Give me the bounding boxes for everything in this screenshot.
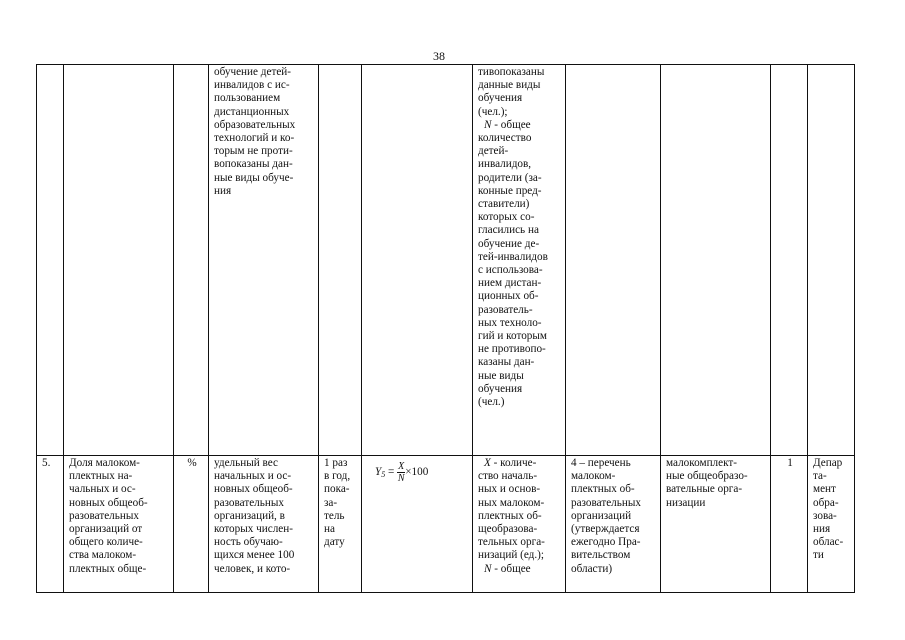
cell-indicator-name (64, 65, 174, 456)
text-line: вательные орга- (666, 483, 743, 496)
formula-numerator: X (398, 461, 405, 472)
cell-indicator-name (64, 456, 174, 593)
text-line: Доля малоком- (69, 457, 140, 469)
text-line: ные виды обуче- (214, 171, 294, 184)
text-line: ти (813, 549, 824, 562)
text-line: удельный вес (214, 457, 278, 469)
text-line: щихся менее 100 (214, 549, 295, 562)
text-line: плектных об- (571, 483, 635, 496)
row-number: 5. (42, 457, 51, 469)
text-line: щеобразова- (478, 523, 538, 536)
text-line: плектных обще- (69, 562, 147, 575)
text-line: инвалидов, (478, 158, 532, 171)
cell-object (661, 456, 771, 593)
text-line: общего количе- (69, 536, 143, 549)
text-line: плектных об- (478, 509, 542, 522)
text-line: начальных и ос- (214, 470, 292, 483)
cell-number-col (771, 456, 808, 593)
text-line: ность обучаю- (214, 536, 283, 549)
text-line: технологий и ко- (214, 132, 295, 145)
text-line: области) (571, 562, 613, 575)
text-line: ния (214, 184, 232, 197)
text-line: обучения (478, 382, 523, 395)
text-line: зова- (813, 509, 837, 522)
cell-responsible (808, 65, 855, 456)
text-line: торым не проти- (214, 145, 293, 158)
unit-label: % (187, 457, 197, 469)
text-line: образовательных (214, 118, 296, 131)
text-line: разовательных (571, 496, 641, 509)
cell-responsible (808, 456, 855, 593)
formula-equals: = (388, 466, 395, 479)
text-line: малоком- (571, 470, 616, 483)
text-line: 4 – перечень (571, 457, 631, 469)
text-line: человек, и кото- (214, 562, 291, 575)
text-line: родители (за- (478, 171, 542, 184)
text-line: обучение детей- (214, 66, 292, 78)
text-line: облас- (813, 536, 844, 549)
text-line: 1 раз (324, 457, 348, 469)
text-line: не противопо- (478, 343, 546, 356)
text-line: малокомплект- (666, 457, 738, 469)
cell-number-col (771, 65, 808, 456)
text-line: ния (813, 523, 831, 536)
text-line: Депар (813, 457, 843, 469)
cell-definition (209, 65, 319, 456)
text-line: гий и которым (478, 330, 547, 343)
text-line (478, 563, 562, 576)
text-line: дистанционных (214, 105, 290, 118)
cell-object (661, 65, 771, 456)
table-row-continuation (37, 65, 855, 456)
text-line: с использова- (478, 264, 543, 277)
text-line: которых числен- (214, 523, 293, 536)
text-line: тельных орга- (478, 536, 545, 549)
text-line: разовательных (69, 509, 139, 522)
text-line: вопоказаны дан- (214, 158, 293, 171)
cell-variables (473, 65, 566, 456)
text-line: (чел.) (478, 396, 505, 409)
cell-variables (473, 456, 566, 593)
text-line: ных малоком- (478, 496, 545, 509)
text-line: количество (478, 132, 532, 145)
text-line: ные виды (478, 369, 524, 382)
text-line: ных и основ- (478, 483, 541, 496)
text-line: гласились на (478, 224, 539, 237)
variable-n: N (484, 562, 492, 575)
text-line: разователь- (478, 303, 533, 316)
cell-unit (174, 65, 209, 456)
text-line: обучение де- (478, 237, 540, 250)
text-line (478, 457, 562, 470)
text-line: ные общеобразо- (666, 470, 748, 483)
cell-formula (362, 65, 473, 456)
number-value: 1 (787, 457, 793, 469)
text-line: мент (813, 483, 836, 496)
text-line: плектных на- (69, 470, 133, 483)
variable-n: N (484, 118, 492, 131)
text-line: пользованием (214, 92, 281, 105)
cell-number (37, 65, 64, 456)
cell-source (566, 65, 661, 456)
formula-rhs: ×100 (405, 466, 429, 479)
text-line: в год, (324, 470, 351, 483)
formula-lhs: Y (375, 466, 382, 479)
variable-n-description: - общее (491, 118, 531, 131)
formula-denominator: N (397, 473, 405, 484)
text-line: обра- (813, 496, 839, 509)
cell-formula (362, 456, 473, 593)
text-line (478, 119, 562, 132)
text-line: нием дистан- (478, 277, 542, 290)
text-line: пока- (324, 483, 350, 496)
text-line: ставители) (478, 198, 530, 211)
text-line: вительством (571, 549, 631, 562)
text-line: за- (324, 496, 338, 509)
variable-x: X (484, 457, 491, 469)
formula (367, 457, 469, 484)
text-line: ежегодно Пра- (571, 536, 641, 549)
text-line: ства малоком- (69, 549, 137, 562)
text-line: дату (324, 536, 345, 549)
text-line: на (324, 523, 335, 536)
text-line: детей- (478, 145, 509, 158)
text-line: новных общеоб- (69, 496, 148, 509)
text-line: тей-инвалидов (478, 250, 548, 263)
text-line: инвалидов с ис- (214, 79, 290, 92)
formula-lhs-sub: 5 (381, 470, 386, 480)
cell-frequency (319, 65, 362, 456)
variable-x-description: - количе- (490, 457, 537, 469)
text-line: тель (324, 509, 345, 522)
text-line: низации (666, 496, 706, 509)
text-line: организаций от (69, 523, 143, 536)
cell-number (37, 456, 64, 593)
text-line: (чел.); (478, 105, 508, 118)
cell-source (566, 456, 661, 593)
cell-definition (209, 456, 319, 593)
text-line: организаций (571, 509, 632, 522)
page-number: 38 (433, 49, 445, 63)
text-line: ство началь- (478, 470, 538, 483)
text-line: ных техноло- (478, 316, 542, 329)
text-line: ционных об- (478, 290, 539, 303)
text-line: данные виды (478, 79, 541, 92)
text-line: организаций, в (214, 509, 285, 522)
text-line: тивопоказаны (478, 66, 545, 78)
cell-frequency (319, 456, 362, 593)
text-line: обучения (478, 92, 523, 105)
text-line: новных общеоб- (214, 483, 293, 496)
text-line: казаны дан- (478, 356, 535, 369)
cell-unit (174, 456, 209, 593)
text-line: конные пред- (478, 184, 542, 197)
variable-n-description: - общее (491, 562, 531, 575)
indicators-table (36, 64, 855, 593)
text-line: разовательных (214, 496, 284, 509)
text-line: низаций (ед.); (478, 549, 544, 562)
table-row-5 (37, 456, 855, 593)
text-line: чальных и ос- (69, 483, 136, 496)
text-line: которых со- (478, 211, 535, 224)
text-line: (утверждается (571, 523, 640, 536)
text-line: та- (813, 470, 827, 483)
